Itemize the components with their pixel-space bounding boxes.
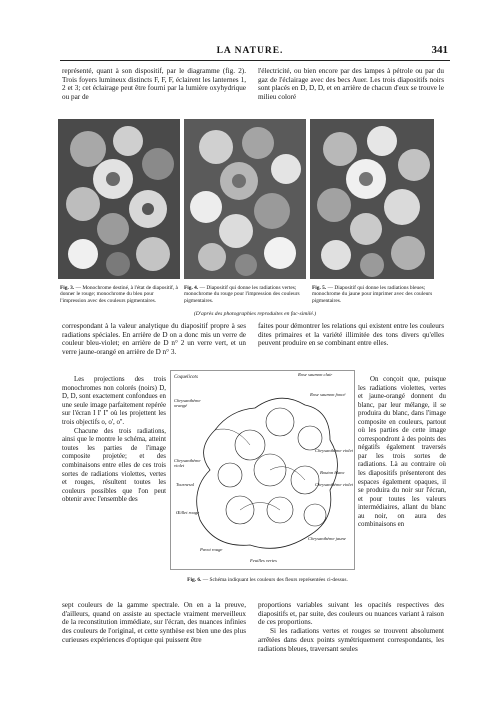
running-header — [60, 44, 448, 60]
column-narrow-right — [358, 376, 446, 530]
column-top-right — [258, 67, 444, 102]
caption-text: Monochrome destiné, à l'état de diapositif, à donner le rouge; monochrome du bleu pour l'impression avec des couleurs pigmentaires. — [60, 285, 178, 304]
caption-text: Diapositif qui donne les radiations vertes; monochrome du rouge pour l'impression des couleurs pigmentaires. — [184, 285, 300, 304]
paragraph: Les projections des trois monochromes non colorés (noirs) D, D, D, sont exactement confondues en une seule image parfaitement repérée sur l'écran I I' I'' où les projettent les trois objectifs o, o', o''. — [62, 376, 166, 426]
figure-label: Coquelicots — [174, 375, 198, 380]
page-number: 341 — [431, 44, 448, 56]
photo-fig5 — [310, 119, 434, 279]
photo-fig3 — [58, 119, 180, 279]
paragraph: représenté, quant à son dispositif, par le diagramme (fig. 2). Trois foyers lumineux distincts F, F, F, éclairent les lanternes 1, 2 et 3; cet éclairage peut être fourni par la lumière oxyhydrique ou par de — [62, 67, 246, 102]
header-rule — [60, 60, 450, 61]
paragraph: On conçoit que, puisque les radiations violettes, vertes et jaune-orangé donnent du blanc, par leur mélange, il se produira du blanc, dans l'image composite en couleurs, partout où les parties de cette image correspondront à des points des négatifs également traversés par les trois sortes de radiations. Là au contraire où les diapositifs présenteront des espaces également opaques, il se produira du noir sur l'écran, et pour toutes les valeurs intermédiaires, allant du blanc au noir, on aura des combinaisons en — [358, 376, 446, 529]
photo-source-note: (D'après des photographies reproduites en fac-similé.) — [193, 311, 317, 317]
caption-fig4: Fig. 4. — Diapositif qui donne les radiations vertes; monochrome du rouge pour l'impression des couleurs pigmentaires. — [184, 285, 300, 304]
paragraph: correspondant à la valeur analytique du diapositif propre à ses radiations spéciales. En arrière de D on a donc mis un verre de couleur bleu-violet; en arrière de D n° 2 un verre vert, et un verre jaune-orangé en arrière de D n° 3. — [62, 322, 246, 357]
journal-title: LA NATURE. — [216, 46, 284, 56]
paragraph: faites pour démontrer les relations qui existent entre les couleurs dites primaires et la variété illimitée des tons divers qu'elles peuvent produire en se combinant entre elles. — [258, 322, 444, 348]
figure-label: Chrysanthème orangé — [174, 398, 201, 408]
caption-text: Schéma indiquant les couleurs des fleurs représentées ci-dessus. — [209, 577, 348, 583]
figure-label: Chrysanthème violet — [315, 448, 353, 453]
figure-label: Tournesol — [176, 482, 195, 487]
figure-label: Feuilles vertes — [250, 558, 277, 563]
figure-label: Chrysanthème violet — [315, 482, 353, 487]
column-mid-left — [62, 322, 246, 357]
column-bottom-right — [258, 601, 444, 653]
flower-photographs — [58, 119, 450, 287]
caption-fig5: Fig. 5. — Diapositif qui donne les radiations bleues; monochrome du jaune pour imprimer avec des couleurs pigmentaires. — [312, 285, 433, 304]
caption-label: Fig. 5. — [312, 285, 327, 291]
paragraph: Chacune des trois radiations, ainsi que le montre le schéma, atteint toutes les parties de l'image composite projetée; et des combinaisons entre elles de ces trois sortes de radiations violettes, vertes et rouges, résultent toutes les couleurs possibles que l'on peut obtenir avec l'ensemble des — [62, 427, 166, 504]
figure-label: Œillet rouge — [176, 510, 200, 515]
paragraph: l'électricité, ou bien encore par des lampes à pétrole ou par du gaz de l'éclairage avec des becs Auer. Les trois diapositifs noirs sont placés en D, D, D, et en arrière de chacun d'eux se trouve le milieu coloré — [258, 67, 444, 102]
caption-text: Diapositif qui donne les radiations bleues; monochrome du jaune pour imprimer avec des couleurs pigmentaires. — [312, 285, 433, 304]
figure-6-diagram — [170, 370, 355, 570]
figure-label: Rose saumon clair — [298, 372, 333, 377]
figure-label: Chrysanthème violet — [174, 458, 201, 468]
column-mid-right — [258, 322, 444, 348]
caption-label: Fig. 4. — [184, 285, 199, 291]
photo-fig4 — [184, 119, 306, 279]
paragraph: sept couleurs de la gamme spectrale. On en a la preuve, d'ailleurs, quand on assiste au spectacle vraiment merveilleux de la reconstitution immédiate, sur l'écran, des nuances infinies des couleurs de l'original, et cette synthèse est bien une des plus curieuses expériences d'optique qui puissent être — [62, 601, 246, 644]
column-bottom-left — [62, 601, 246, 645]
figure-label: Pavot rouge — [200, 547, 223, 552]
caption-label: Fig. 3. — [60, 285, 75, 291]
caption-label: Fig. 6. — [187, 577, 202, 583]
column-top-left — [62, 67, 246, 102]
paragraph: Si les radiations vertes et rouges se trouvent absolument arrêtées dans deux points symétriquement correspondants, les radiations bleues, traversant seules — [258, 627, 444, 653]
caption-fig3: Fig. 3. — Monochrome destiné, à l'état de diapositif, à donner le rouge; monochrome du bleu pour l'impression avec des couleurs pigmentaires. — [60, 285, 178, 304]
caption-fig6: Fig. 6. — Schéma indiquant les couleurs des fleurs représentées ci-dessus. — [187, 577, 348, 583]
paragraph: proportions variables suivant les opacités respectives des diapositifs et, par suite, des couleurs ou nuances variant à raison de ces proportions. — [258, 601, 444, 627]
column-narrow-left — [62, 376, 166, 505]
figure-label: Bouton blanc — [320, 470, 345, 475]
figure-label: Chrysanthème jaune — [308, 536, 346, 541]
figure-label: Rose saumon foncé — [310, 392, 346, 397]
